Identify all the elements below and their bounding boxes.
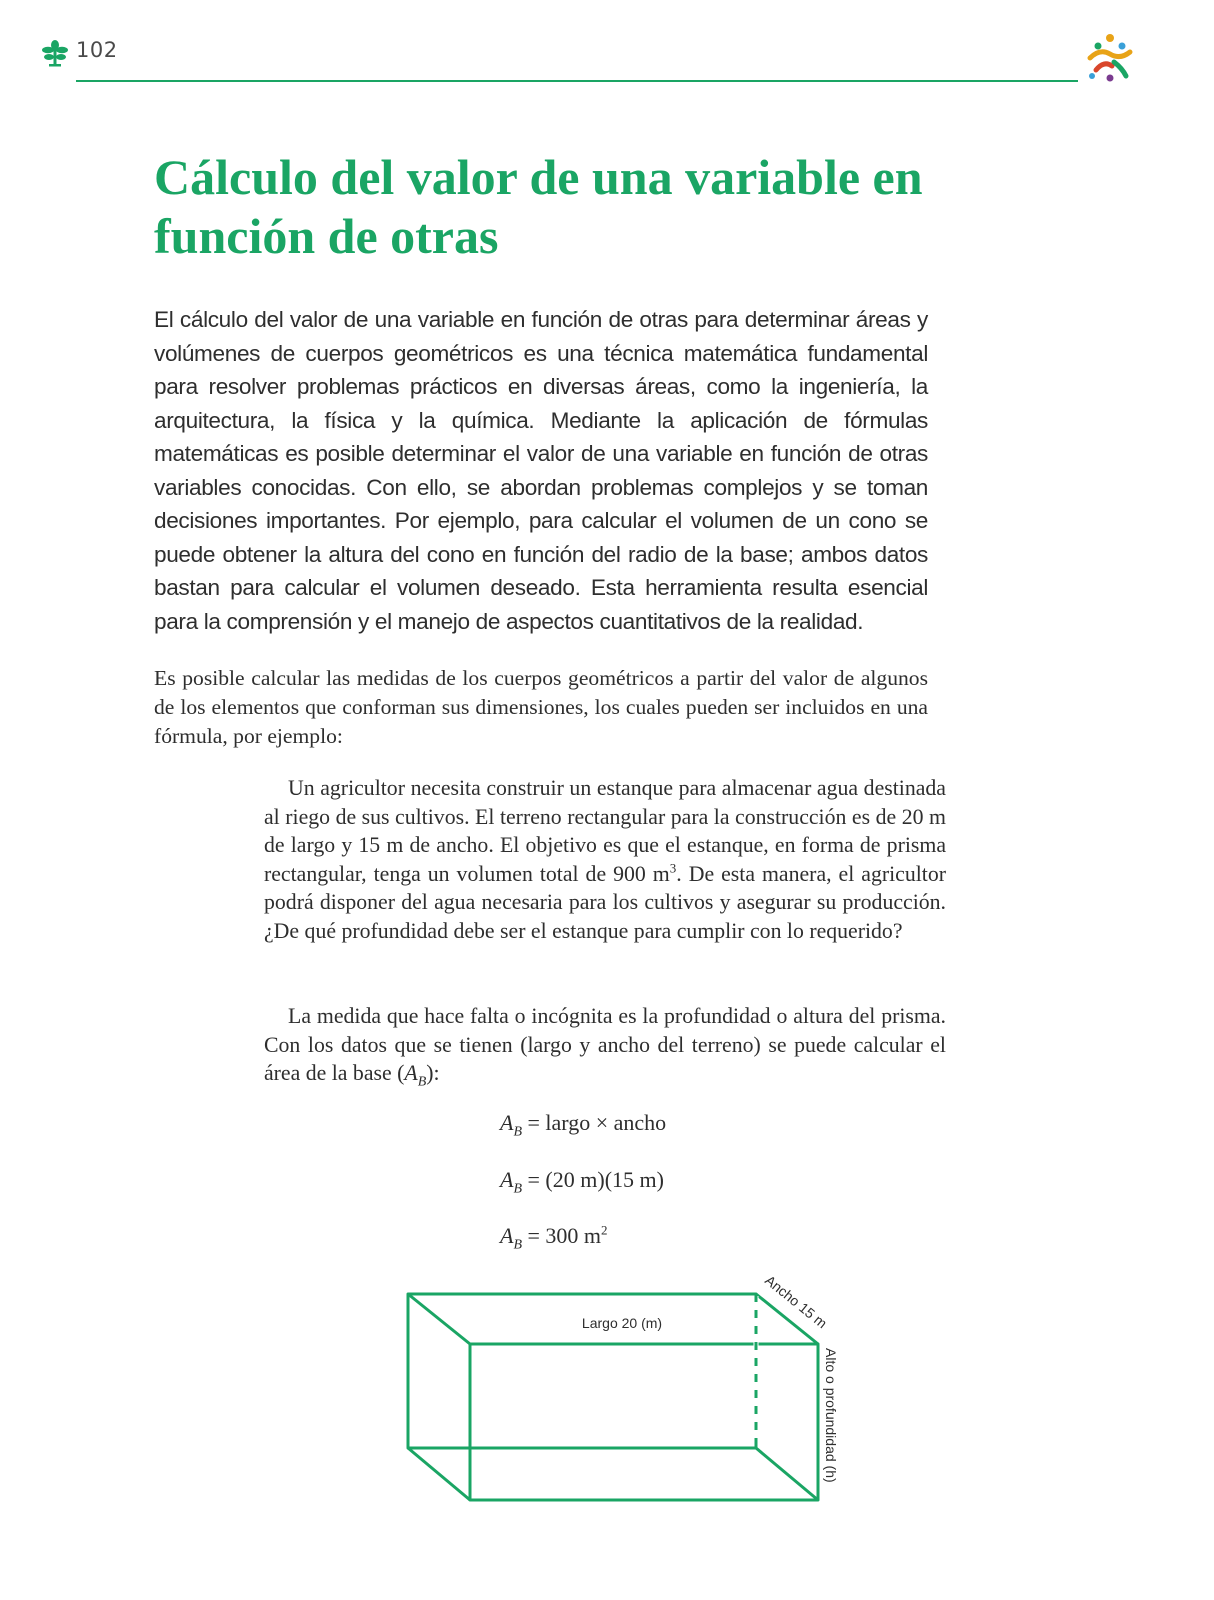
problem-text-start: Un agricultor necesita construir un estanque para almacenar agua destinada al riego de sus cultivos. El terreno rectangular para la construcción es de 20 m de largo y 15 m de ancho. El objetivo es que el estanque, en forma de prisma rectangular, tenga un volumen total de 900 m — [264, 776, 946, 886]
problem-unit-exponent: 3 — [669, 860, 677, 876]
width-label: Ancho 15 m — [762, 1271, 831, 1332]
explanation-end: ): — [426, 1061, 440, 1085]
explanation-variable: A — [404, 1061, 418, 1085]
explanation-paragraph — [264, 1002, 946, 1097]
problem-text-end: . De esta manera, el agricultor podrá disponer del agua necesaria para los cultivos y asegurar su producción. ¿De qué profundidad debe ser el estanque para cumplir con lo requerido? — [264, 861, 947, 943]
prism-edge-bottom-right — [756, 1448, 818, 1500]
formula-base-area-result: $A_B = 300$ $m^2$ — [500, 1222, 608, 1253]
length-label: Largo 20 (m) — [581, 1315, 663, 1331]
lead-paragraph: Es posible calcular las medidas de los cuerpos geométricos a partir del valor de algunos de los elementos que conforman sus dimensiones, los cuales pueden ser incluidos en una fórmula, por ejemplo: — [154, 666, 928, 748]
formula-base-area-definition: $A_B$ = largo × ancho — [500, 1110, 667, 1140]
header-divider — [76, 80, 1078, 82]
problem-statement — [264, 774, 946, 945]
page-number: 102 — [76, 38, 118, 62]
prism-edge-bottom-left — [408, 1448, 470, 1500]
rectangular-prism-diagram — [400, 1271, 860, 1536]
page-title: Cálculo del valor de una variable en función de otras — [154, 149, 923, 264]
prism-front-face — [470, 1344, 818, 1500]
explanation-text: La medida que hace falta o incógnita es la profundidad o altura del prisma. Con los datos que se tienen (largo y ancho del terreno) se puede calcular el área de la base ( — [264, 1004, 946, 1085]
leaf-emblem-icon — [40, 38, 70, 68]
explanation-subscript: B — [417, 1074, 427, 1090]
prism-edge-top-left — [408, 1294, 470, 1344]
height-label: Alto o profundidad (h) — [823, 1348, 839, 1483]
intro-paragraph: El cálculo del valor de una variable en función de otras para determinar áreas y volúmenes de cuerpos geométricos es una técnica matemática fundamental para resolver problemas prácticos en diversas áreas, como la ingeniería, la arquitectura, la física y la química. Mediante la aplicación de fórmulas matemáticas es posible determinar el valor de una variable en función de otras variables conocidas. Con ello, se abordan problemas complejos y se toman decisiones importantes. Por ejemplo, para calcular el volumen de un cono se puede obtener la altura del cono en función del radio de la base; ambos datos bastan para calcular el volumen deseado. Esta herramienta resulta esencial para la comprensión y el manejo de aspectos cuantitativos de la realidad. — [154, 307, 928, 634]
colorful-figure-logo — [1082, 32, 1138, 86]
formula-base-area-substitution: $A_B = (20$ m)(15 m) — [500, 1167, 664, 1197]
